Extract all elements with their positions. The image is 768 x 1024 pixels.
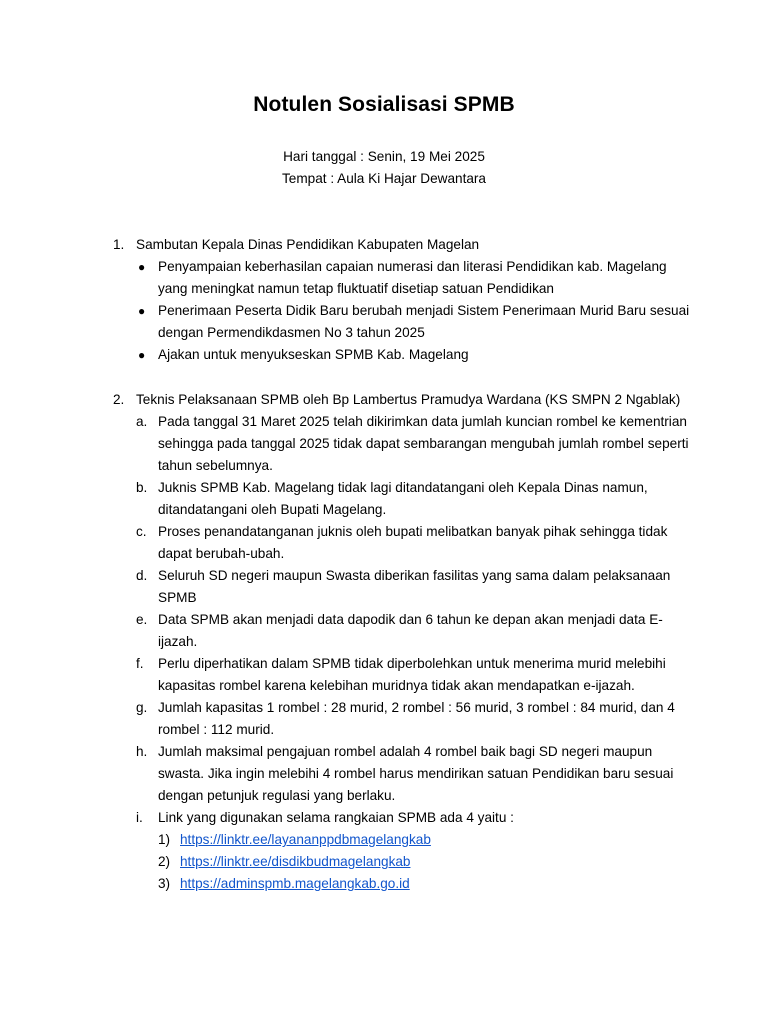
link-adminspmb[interactable]: https://adminspmb.magelangkab.go.id: [180, 876, 410, 891]
item-text: Link yang digunakan selama rangkaian SPMB ada 4 yaitu :: [158, 810, 514, 825]
item-text: Seluruh SD negeri maupun Swasta diberikan fasilitas yang sama dalam pelaksanaan SPMB: [158, 568, 671, 605]
item-text: Juknis SPMB Kab. Magelang tidak lagi ditandatangani oleh Kepala Dinas namun, ditandatangani oleh Bupati Magelang.: [158, 480, 648, 517]
section-2-items: [113, 411, 693, 895]
item-text: Jumlah kapasitas 1 rombel : 28 murid, 2 rombel : 56 murid, 3 rombel : 84 murid, dan 4 rombel : 112 murid.: [158, 700, 675, 737]
item-letter: e.: [136, 612, 148, 627]
item-text: Pada tanggal 31 Maret 2025 telah dikirimkan data jumlah kuncian rombel ke kementrian sehingga pada tanggal 2025 tidak dapat sembarangan mengubah jumlah rombel seperti tahun sebelumnya.: [158, 414, 689, 473]
item-text: Data SPMB akan menjadi data dapodik dan 6 tahun ke depan akan menjadi data E-ijazah.: [158, 612, 663, 649]
link-layananppdb[interactable]: https://linktr.ee/layananppdbmagelangkab: [180, 832, 431, 847]
document-title: Notulen Sosialisasi SPMB: [253, 93, 515, 116]
section-1-bullets: [113, 256, 693, 366]
link-disdikbud[interactable]: https://linktr.ee/disdikbudmagelangkab: [180, 854, 411, 869]
item-letter: g.: [136, 700, 148, 715]
list-item: [136, 697, 693, 741]
item-text: Jumlah maksimal pengajuan rombel adalah 4 rombel baik bagi SD negeri maupun swasta. Jika ingin melebihi 4 rombel harus mendirikan satuan Pendidikan baru sesuai dengan petunjuk regulasi yang berlaku.: [158, 744, 674, 803]
list-item: [136, 741, 693, 807]
list-item: [136, 653, 693, 697]
place-line: Tempat : Aula Ki Hajar Dewantara: [281, 171, 486, 186]
list-item: [136, 300, 693, 344]
item-letter: h.: [136, 744, 148, 759]
section-1-heading: Sambutan Kepala Dinas Pendidikan Kabupaten Magelan: [136, 237, 480, 252]
list-item: [136, 565, 693, 609]
item-letter: a.: [136, 414, 148, 429]
bullet-icon: ●: [138, 304, 146, 318]
link-number: 1): [158, 832, 171, 847]
link-item: [158, 829, 693, 851]
list-item: [136, 609, 693, 653]
item-letter: c.: [136, 524, 147, 539]
bullet-icon: ●: [138, 348, 146, 362]
section-2-heading: Teknis Pelaksanaan SPMB oleh Bp Lambertus Pramudya Wardana (KS SMPN 2 Ngablak): [136, 392, 681, 407]
bullet-text: Penyampaian keberhasilan capaian numerasi dan literasi Pendidikan kab. Magelang yang meningkat namun tetap fluktuatif disetiap satuan Pendidikan: [158, 259, 667, 296]
bullet-icon: ●: [138, 260, 146, 274]
item-letter: f.: [136, 656, 144, 671]
section-2-heading-row: [113, 389, 693, 411]
list-item: [136, 344, 693, 366]
item-letter: i.: [136, 810, 143, 825]
link-number: 3): [158, 876, 171, 891]
section-1-number: 1.: [113, 237, 125, 252]
item-text: Proses penandatanganan juknis oleh bupati melibatkan banyak pihak sehingga tidak dapat berubah-ubah.: [158, 524, 668, 561]
list-item: [136, 256, 693, 300]
link-number: 2): [158, 854, 171, 869]
list-item: [136, 521, 693, 565]
link-item: [158, 851, 693, 873]
bullet-text: Penerimaan Peserta Didik Baru berubah menjadi Sistem Penerimaan Murid Baru sesuai dengan Permendikdasmen No 3 tahun 2025: [158, 303, 690, 340]
section-2-number: 2.: [113, 392, 125, 407]
bullet-text: Ajakan untuk menyukseskan SPMB Kab. Magelang: [158, 347, 469, 362]
item-text: Perlu diperhatikan dalam SPMB tidak diperbolehkan untuk menerima murid melebihi kapasitas rombel karena kelebihan muridnya tidak akan mendapatkan e-ijazah.: [158, 656, 666, 693]
date-line: Hari tanggal : Senin, 19 Mei 2025: [283, 149, 485, 164]
section-1-heading-row: [113, 234, 693, 256]
section-2: [113, 389, 693, 895]
link-item: [158, 873, 693, 895]
list-item: [136, 807, 693, 895]
section-1: [113, 234, 693, 366]
item-letter: d.: [136, 568, 148, 583]
list-item: [136, 477, 693, 521]
item-letter: b.: [136, 480, 148, 495]
link-list: [158, 829, 693, 895]
list-item: [136, 411, 693, 477]
